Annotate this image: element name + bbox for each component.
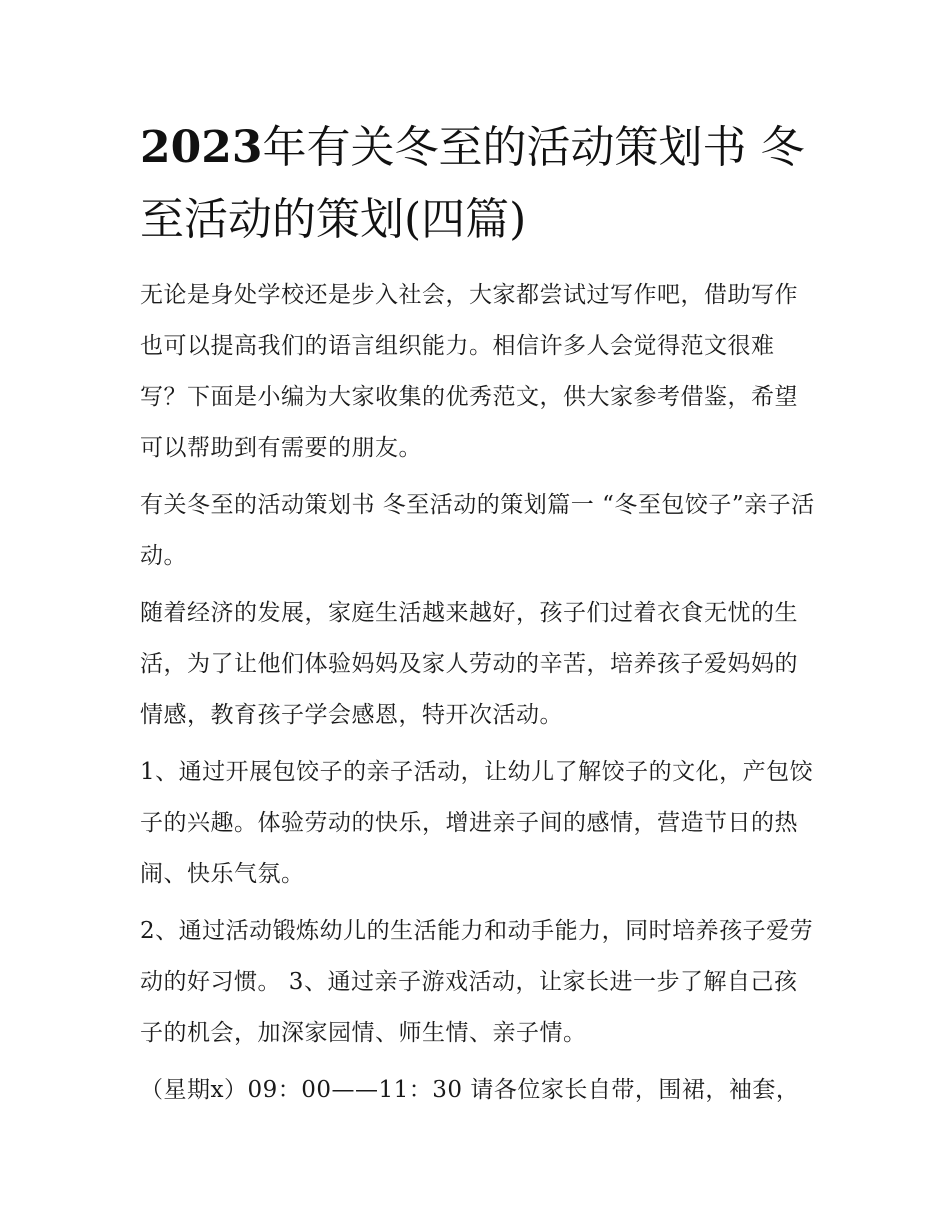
paragraph-goal-1: 1、通过开展包饺子的亲子活动，让幼儿了解饺子的文化，产包饺子的兴趣。体验劳动的快乐，增进亲子间的感情，营造节日的热闹、快乐气氛。 xyxy=(140,759,814,887)
paragraph-background: 随着经济的发展，家庭生活越来越好，孩子们过着衣食无忧的生活，为了让他们体验妈妈及家人劳动的辛苦，培养孩子爱妈妈的情感，教育孩子学会感恩，特开次活动。 xyxy=(140,600,798,728)
paragraph-intro: 无论是身处学校还是步入社会，大家都尝试过写作吧，借助写作也可以提高我们的语言组织能力。相信许多人会觉得范文很难写？下面是小编为大家收集的优秀范文，供大家参考借鉴，希望可以帮助到有需要的朋友。 xyxy=(140,282,798,461)
paragraph-goal-2-3: 2、通过活动锻炼幼儿的生活能力和动手能力，同时培养孩子爱劳动的好习惯。 3、通过亲子游戏活动，让家长进一步了解自己孩子的机会，加深家园情、师生情、亲子情。 xyxy=(140,918,814,1046)
title-text: 年有关冬至的活动策划书 冬至活动的策划(四篇) xyxy=(140,122,805,245)
paragraph-heading-part-one: 有关冬至的活动策划书 冬至活动的策划篇一 “冬至包饺子”亲子活动。 xyxy=(140,492,815,569)
paragraph-schedule: （星期x）09：00——11：30 请各位家长自带，围裙，袖套， xyxy=(140,1077,800,1103)
title-year: 2023 xyxy=(140,122,263,173)
document-title xyxy=(140,112,820,256)
document-body xyxy=(140,112,820,1122)
